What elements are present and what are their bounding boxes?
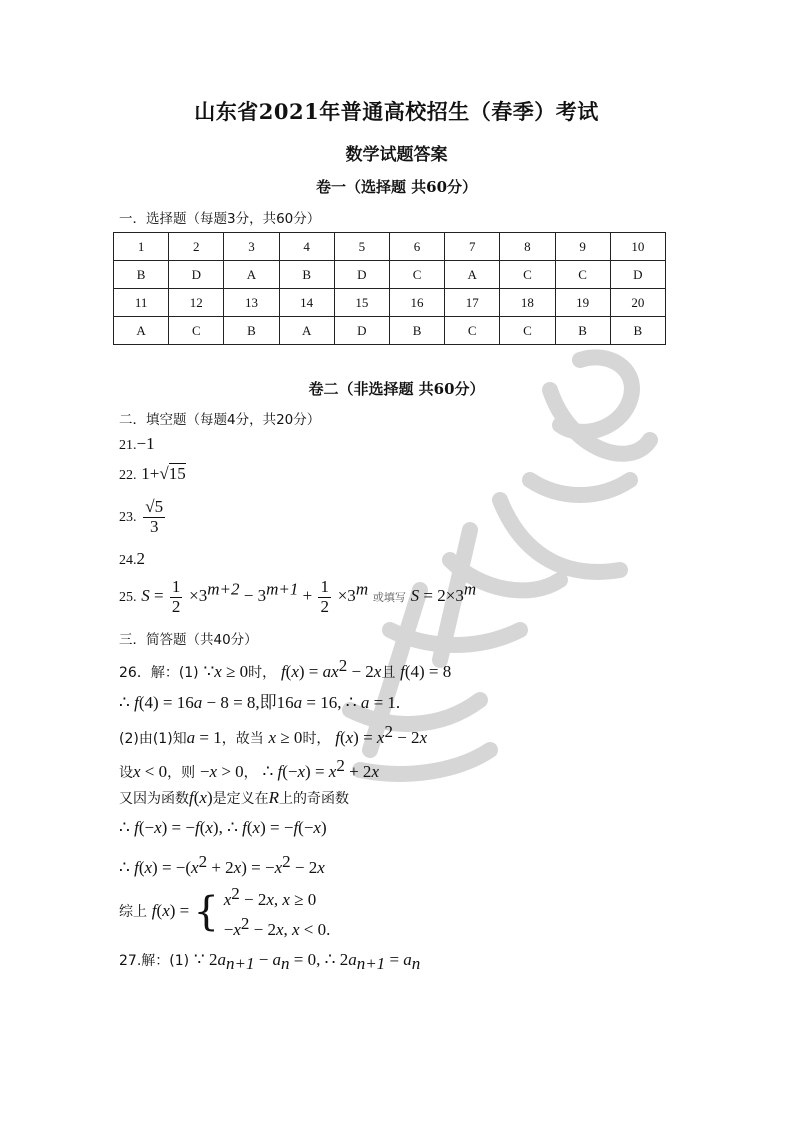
question-number-cell: 4	[279, 233, 334, 261]
answer-cell: D	[334, 317, 389, 345]
question-number-cell: 11	[114, 289, 169, 317]
question-number-cell: 18	[500, 289, 555, 317]
answer-table	[113, 232, 666, 345]
q26-line-7: ∴ $f(x) = -(x^2 + 2x) = -x^2 - 2x$	[119, 852, 325, 877]
q26-line-5: 又因为函数f(x)是定义在R上的奇函数	[119, 788, 350, 807]
answer-cell: C	[500, 261, 555, 289]
q26-line-3: (2)由(1)知a = 1，故当 x ≥ 0时， $f(x) = x^2 - 2x$	[119, 722, 428, 747]
answer-22: 22. 1+√15	[119, 464, 186, 483]
question-number-cell: 14	[279, 289, 334, 317]
question-number-cell: 12	[169, 289, 224, 317]
answer-cell: D	[169, 261, 224, 289]
answer-cell: B	[610, 317, 665, 345]
answer-cell: B	[279, 261, 334, 289]
answer-cell: D	[334, 261, 389, 289]
answer-row	[114, 317, 666, 345]
question-number-cell: 2	[169, 233, 224, 261]
section-three-heading: 三．简答题（共40分）	[119, 632, 258, 648]
question-number-cell: 16	[389, 289, 444, 317]
answer-cell: A	[224, 261, 279, 289]
answer-cell: A	[114, 317, 169, 345]
answer-cell: B	[224, 317, 279, 345]
question-number-row	[114, 289, 666, 317]
q26-line-2: ∴ f(4) = 16a − 8 = 8,即16a = 16, ∴ a = 1.	[119, 693, 401, 712]
answer-21: 21.−1	[119, 434, 155, 453]
answer-25: 25. S = $\frac{1}{2}$ $\times 3^{m+2} - 3^{m+1}$ + $\frac{1}{2}$ $\times 3^m$ 或填写 $S = 2\times 3^m$	[119, 577, 477, 616]
page-title: 山东省2021年普通高校招生（春季）考试	[194, 99, 599, 124]
question-number-cell: 9	[555, 233, 610, 261]
question-number-cell: 13	[224, 289, 279, 317]
question-number-cell: 3	[224, 233, 279, 261]
question-number-cell: 10	[610, 233, 665, 261]
answer-row	[114, 261, 666, 289]
volume-two-heading: 卷二（非选择题 共60分）	[308, 380, 485, 398]
question-number-cell: 1	[114, 233, 169, 261]
question-number-cell: 7	[445, 233, 500, 261]
q26-line-1: 26．解：(1) ∵x ≥ 0时， $f(x) = ax^2 - 2x$且 f(4) = 8	[119, 656, 452, 681]
answer-24: 24.2	[119, 549, 145, 568]
question-number-row	[114, 233, 666, 261]
question-number-cell: 20	[610, 289, 665, 317]
answer-cell: D	[610, 261, 665, 289]
answer-23: 23. $\frac{√5}{3}$	[119, 497, 164, 536]
answer-cell: A	[445, 261, 500, 289]
answer-cell: C	[445, 317, 500, 345]
answer-cell: C	[555, 261, 610, 289]
q27-line-1: 27.解：(1) ∵ $2a_{n+1} - a_n = 0$, ∴ $2a_{n+1} = a_n$	[119, 950, 421, 973]
answer-cell: B	[114, 261, 169, 289]
volume-one-heading: 卷一（选择题 共60分）	[315, 178, 478, 196]
question-number-cell: 17	[445, 289, 500, 317]
section-one-heading: 一．选择题（每题3分，共60分）	[119, 211, 321, 227]
section-two-heading: 二．填空题（每题4分，共20分）	[119, 412, 321, 428]
answer-cell: B	[555, 317, 610, 345]
answer-cell: C	[169, 317, 224, 345]
answer-cell: B	[389, 317, 444, 345]
answer-cell: C	[389, 261, 444, 289]
question-number-cell: 8	[500, 233, 555, 261]
answer-cell: A	[279, 317, 334, 345]
q26-line-6: ∴ f(−x) = −f(x), ∴ f(x) = −f(−x)	[119, 818, 327, 837]
question-number-cell: 15	[334, 289, 389, 317]
q26-line-4: 设x < 0，则 −x > 0， ∴ $f(-x) = x^2 + 2x$	[119, 756, 379, 781]
answer-cell: C	[500, 317, 555, 345]
q26-summary: 综上 f(x) = { $x^2 - 2x$, x ≥ 0 $-x^2 - 2x$, x < 0.	[119, 884, 331, 939]
question-number-cell: 19	[555, 289, 610, 317]
page-subtitle: 数学试题答案	[345, 145, 448, 165]
question-number-cell: 6	[389, 233, 444, 261]
question-number-cell: 5	[334, 233, 389, 261]
